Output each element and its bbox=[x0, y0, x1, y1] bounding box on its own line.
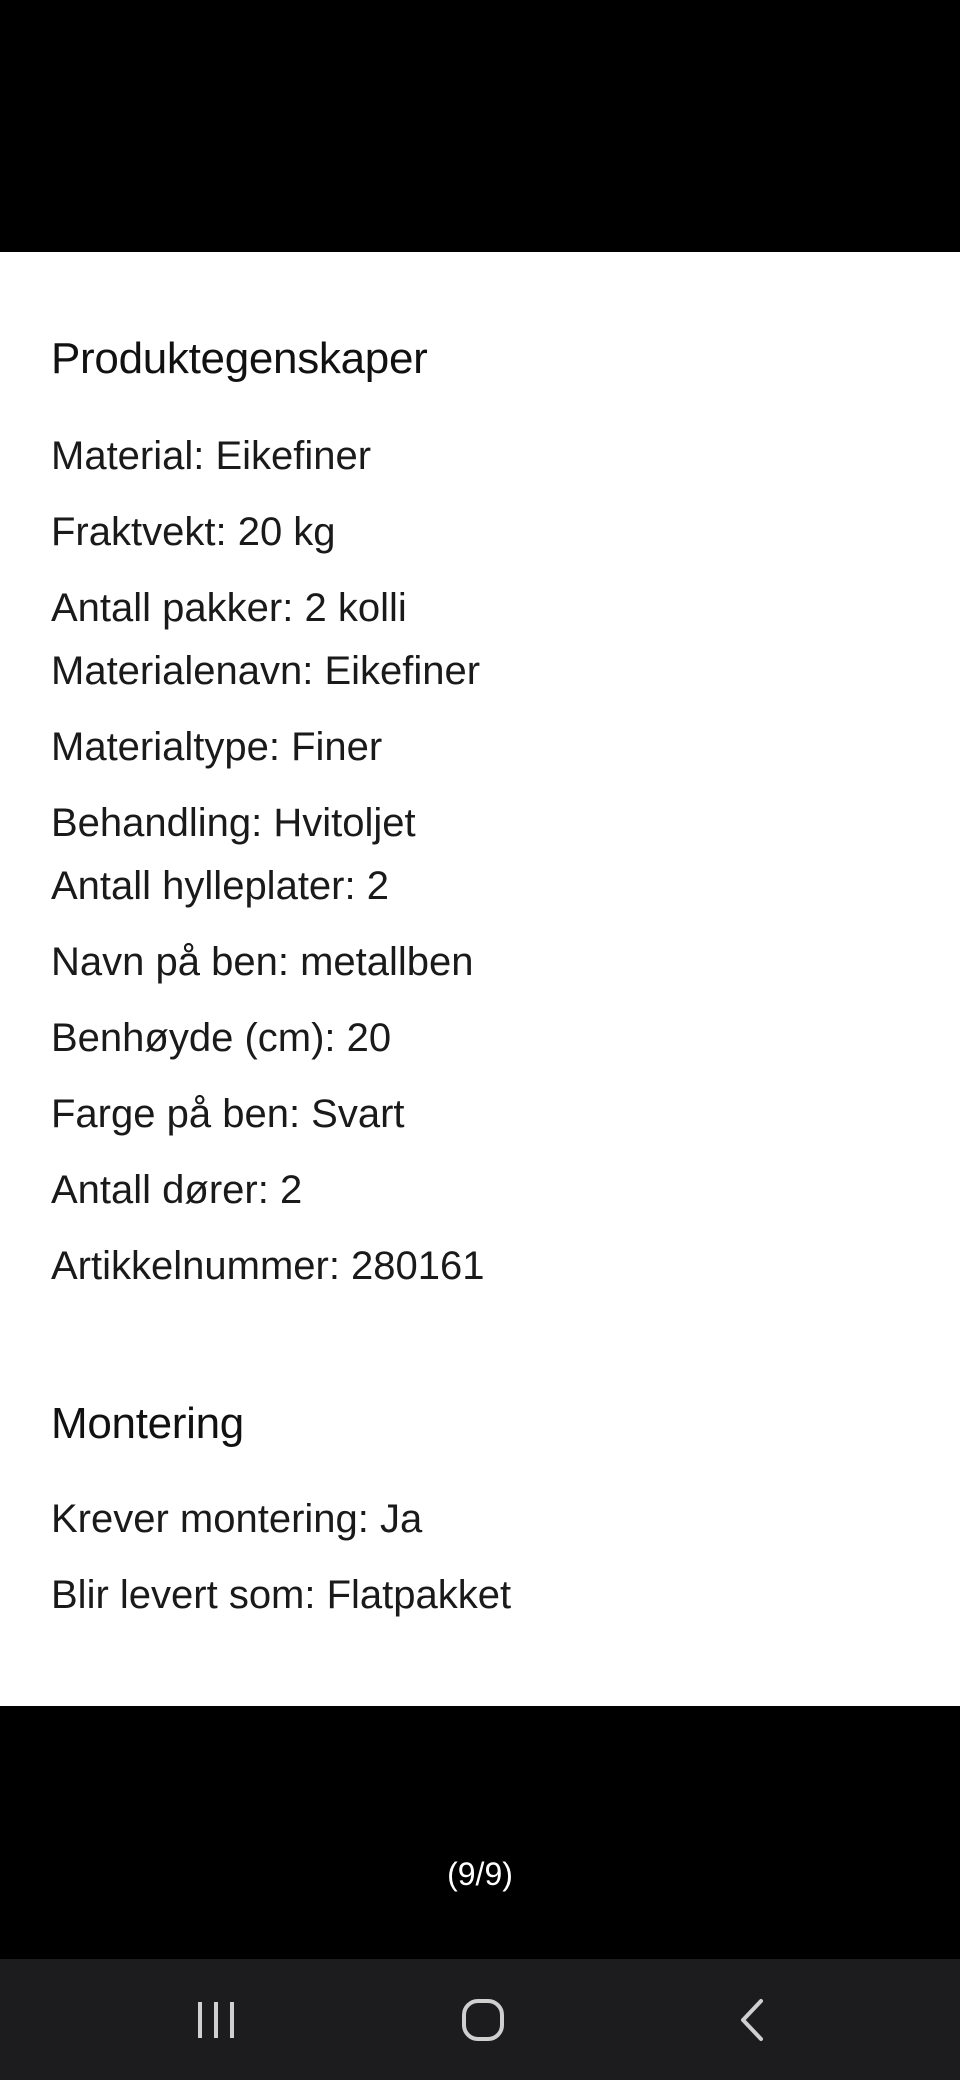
page-counter: (9/9) bbox=[447, 1856, 513, 1892]
assembly-delivered-as: Blir levert som: Flatpakket bbox=[51, 1573, 512, 1617]
property-shipping-weight: Fraktvekt: 20 kg bbox=[51, 510, 336, 554]
property-article-number: Artikkelnummer: 280161 bbox=[51, 1244, 485, 1288]
system-navigation-bar bbox=[0, 1959, 960, 2080]
property-shelf-count: Antall hylleplater: 2 bbox=[51, 864, 389, 908]
bottom-black-area bbox=[0, 1706, 960, 1959]
assembly-required: Krever montering: Ja bbox=[51, 1497, 423, 1541]
property-material: Material: Eikefiner bbox=[51, 434, 372, 478]
property-package-count: Antall pakker: 2 kolli bbox=[51, 586, 407, 630]
back-button[interactable] bbox=[693, 1959, 813, 2080]
assembly-title: Montering bbox=[51, 1399, 244, 1448]
property-leg-color: Farge på ben: Svart bbox=[51, 1092, 405, 1136]
recent-apps-button[interactable] bbox=[156, 1959, 276, 2080]
home-icon bbox=[461, 1998, 505, 2042]
property-treatment: Behandling: Hvitoljet bbox=[51, 801, 416, 845]
property-leg-height: Benhøyde (cm): 20 bbox=[51, 1016, 392, 1060]
property-door-count: Antall dører: 2 bbox=[51, 1168, 303, 1212]
product-properties-title: Produktegenskaper bbox=[51, 334, 428, 383]
product-details-panel bbox=[0, 252, 960, 1706]
back-icon bbox=[737, 1998, 769, 2042]
property-material-name: Materialenavn: Eikefiner bbox=[51, 649, 481, 693]
top-black-area bbox=[0, 0, 960, 252]
home-button[interactable] bbox=[423, 1959, 543, 2080]
recent-apps-icon bbox=[194, 2000, 238, 2040]
property-material-type: Materialtype: Finer bbox=[51, 725, 383, 769]
property-leg-name: Navn på ben: metallben bbox=[51, 940, 474, 984]
